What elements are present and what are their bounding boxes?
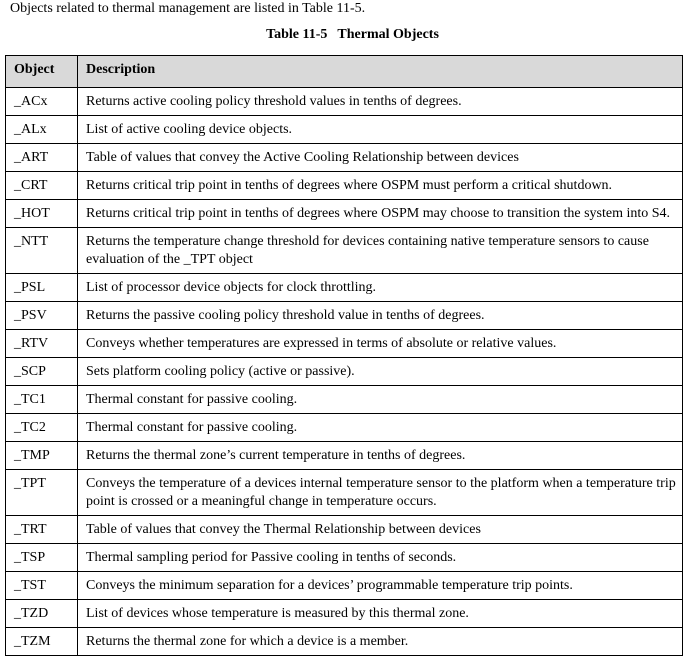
table-row xyxy=(6,516,683,544)
object-cell: _RTV xyxy=(6,330,78,358)
table-header-row xyxy=(6,56,683,88)
object-cell: _CRT xyxy=(6,172,78,200)
description-cell: List of devices whose temperature is measured by this thermal zone. xyxy=(78,600,683,628)
object-cell: _ALx xyxy=(6,116,78,144)
table-row xyxy=(6,302,683,330)
object-cell: _TZM xyxy=(6,628,78,656)
object-cell: _PSV xyxy=(6,302,78,330)
description-cell: List of active cooling device objects. xyxy=(78,116,683,144)
table-row xyxy=(6,358,683,386)
table-row xyxy=(6,600,683,628)
thermal-objects-table xyxy=(5,55,683,656)
column-header-description: Description xyxy=(78,56,683,88)
object-cell: _TRT xyxy=(6,516,78,544)
table-row xyxy=(6,116,683,144)
description-cell: List of processor device objects for clock throttling. xyxy=(78,274,683,302)
table-row xyxy=(6,544,683,572)
table-row xyxy=(6,572,683,600)
description-cell: Returns the thermal zone for which a device is a member. xyxy=(78,628,683,656)
table-row xyxy=(6,414,683,442)
description-cell: Returns active cooling policy threshold values in tenths of degrees. xyxy=(78,88,683,116)
table-row xyxy=(6,172,683,200)
object-cell: _TC2 xyxy=(6,414,78,442)
object-cell: _TZD xyxy=(6,600,78,628)
table-row xyxy=(6,144,683,172)
table-row xyxy=(6,470,683,516)
object-cell: _PSL xyxy=(6,274,78,302)
description-cell: Table of values that convey the Thermal Relationship between devices xyxy=(78,516,683,544)
description-cell: Thermal constant for passive cooling. xyxy=(78,414,683,442)
object-cell: _TC1 xyxy=(6,386,78,414)
table-caption xyxy=(0,26,685,44)
table-row xyxy=(6,200,683,228)
object-cell: _HOT xyxy=(6,200,78,228)
table-row xyxy=(6,386,683,414)
object-cell: _TST xyxy=(6,572,78,600)
description-cell: Conveys whether temperatures are expressed in terms of absolute or relative values. xyxy=(78,330,683,358)
description-cell: Thermal sampling period for Passive cooling in tenths of seconds. xyxy=(78,544,683,572)
object-cell: _TMP xyxy=(6,442,78,470)
table-title: Thermal Objects xyxy=(337,27,439,42)
object-cell: _ACx xyxy=(6,88,78,116)
object-cell: _TSP xyxy=(6,544,78,572)
table-row xyxy=(6,330,683,358)
description-cell: Returns the thermal zone’s current temperature in tenths of degrees. xyxy=(78,442,683,470)
description-cell: Sets platform cooling policy (active or passive). xyxy=(78,358,683,386)
table-row xyxy=(6,628,683,656)
object-cell: _SCP xyxy=(6,358,78,386)
description-cell: Thermal constant for passive cooling. xyxy=(78,386,683,414)
description-cell: Conveys the temperature of a devices internal temperature sensor to the platform when a temperature trip point is crossed or a meaningful change in temperature occurs. xyxy=(78,470,683,516)
table-row xyxy=(6,274,683,302)
description-cell: Returns critical trip point in tenths of degrees where OSPM must perform a critical shutdown. xyxy=(78,172,683,200)
object-cell: _ART xyxy=(6,144,78,172)
table-number: Table 11-5 xyxy=(266,27,328,42)
table-row xyxy=(6,88,683,116)
description-cell: Table of values that convey the Active Cooling Relationship between devices xyxy=(78,144,683,172)
description-cell: Returns the passive cooling policy threshold value in tenths of degrees. xyxy=(78,302,683,330)
object-cell: _NTT xyxy=(6,228,78,274)
description-cell: Returns critical trip point in tenths of degrees where OSPM may choose to transition the system into S4. xyxy=(78,200,683,228)
description-cell: Conveys the minimum separation for a devices’ programmable temperature trip points. xyxy=(78,572,683,600)
table-row xyxy=(6,228,683,274)
description-cell: Returns the temperature change threshold for devices containing native temperature sensors to cause evaluation of the _TPT object xyxy=(78,228,683,274)
table-row xyxy=(6,442,683,470)
object-cell: _TPT xyxy=(6,470,78,516)
intro-text: Objects related to thermal management are listed in Table 11-5. xyxy=(10,1,366,16)
column-header-object: Object xyxy=(6,56,78,88)
